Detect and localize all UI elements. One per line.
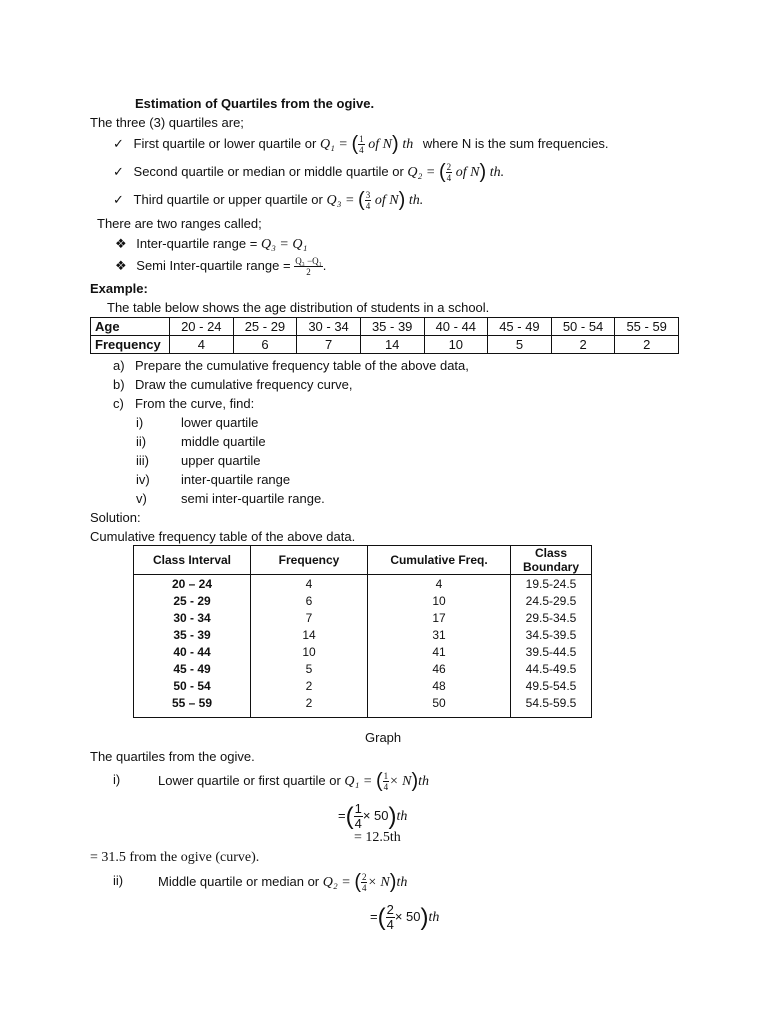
- col-header: Class Interval: [134, 546, 251, 575]
- col-header: Cumulative Freq.: [368, 546, 511, 575]
- check-icon: ✓: [113, 135, 124, 151]
- q1-result: = 31.5 from the ogive (curve).: [90, 850, 260, 865]
- table-row: 45 - 49 5 46 44.5-49.5: [134, 660, 592, 677]
- q1-step-line3: = 12.5th: [354, 830, 401, 845]
- freq-cell: 2: [615, 336, 679, 354]
- age-cell: 35 - 39: [360, 318, 424, 336]
- graph-label: Graph: [365, 730, 402, 745]
- age-cell: 40 - 44: [424, 318, 488, 336]
- col-header: Class Boundary: [511, 546, 592, 575]
- intro-text: The three (3) quartiles are;: [90, 115, 244, 130]
- quartiles-from-ogive: The quartiles from the ogive.: [90, 749, 255, 764]
- task-b: b) Draw the cumulative frequency curve,: [113, 377, 353, 392]
- check-icon: ✓: [113, 191, 124, 207]
- col-header: Frequency: [251, 546, 368, 575]
- subtask-ii: ii) middle quartile: [136, 434, 266, 449]
- freq-cell: 6: [233, 336, 297, 354]
- cumulative-frequency-table: [133, 545, 592, 718]
- task-a: a) Prepare the cumulative frequency table of the above data,: [113, 358, 469, 373]
- age-cell: 45 - 49: [488, 318, 552, 336]
- frequency-row: Frequency 4 6 7 14 10 5 2 2: [91, 336, 679, 354]
- subtask-i: i) lower quartile: [136, 415, 259, 430]
- diamond-bullet-icon: ❖: [115, 236, 127, 251]
- freq-cell: 7: [297, 336, 361, 354]
- age-cell: 30 - 34: [297, 318, 361, 336]
- q1-step-line2: =( $\frac{1}{4}$ × 50)th: [338, 801, 408, 831]
- table-row: 20 – 24 4 4 19.5-24.5: [134, 575, 592, 593]
- cf-header-row: [134, 546, 592, 575]
- subtask-iii: iii) upper quartile: [136, 453, 261, 468]
- freq-cell: 2: [551, 336, 615, 354]
- q2-step-line1: ii) Middle quartile or median or Q₂ = ( $\frac{2}{4}$ × N)th: [113, 871, 408, 893]
- solution-label: Solution:: [90, 510, 141, 525]
- table-row: 40 - 44 10 41 39.5-44.5: [134, 643, 592, 660]
- age-cell: 50 - 54: [551, 318, 615, 336]
- check-icon: ✓: [113, 163, 124, 179]
- example-text: The table below shows the age distribution of students in a school.: [107, 300, 490, 315]
- quartile-def-1: ✓ First quartile or lower quartile or Q₁ = ( $\frac{1}{4}$ of N) th where N is the sum frequencies.: [113, 133, 609, 155]
- quartile-def-2: ✓ Second quartile or median or middle quartile or Q₂ = ( $\frac{2}{4}$ of N) th.: [113, 161, 505, 183]
- freq-cell: 4: [170, 336, 234, 354]
- quartile-def-3: ✓ Third quartile or upper quartile or Q₃ = ( $\frac{3}{4}$ of N) th.: [113, 189, 424, 211]
- q2-step-line2: =( $\frac{2}{4}$ × 50)th: [370, 902, 440, 932]
- task-c: c) From the curve, find:: [113, 396, 255, 411]
- age-distribution-table: [90, 317, 679, 354]
- age-cell: 20 - 24: [170, 318, 234, 336]
- diamond-bullet-icon: ❖: [115, 257, 127, 273]
- freq-cell: 14: [360, 336, 424, 354]
- siqr-definition: ❖ Semi Inter-quartile range = $\frac{\text{Q₃ −Q₁}}{2}$ .: [115, 256, 327, 277]
- example-label: Example:: [90, 281, 148, 296]
- ranges-intro: There are two ranges called;: [97, 216, 262, 231]
- cf-caption: Cumulative frequency table of the above data.: [90, 529, 356, 544]
- q1-step-line1: i) Lower quartile or first quartile or Q₁ = ( $\frac{1}{4}$ × N)th: [113, 770, 430, 792]
- page-title: Estimation of Quartiles from the ogive.: [135, 96, 375, 111]
- table-row: 50 - 54 2 48 49.5-54.5: [134, 677, 592, 694]
- freq-cell: 5: [488, 336, 552, 354]
- age-cell: 55 - 59: [615, 318, 679, 336]
- table-row: 25 - 29 6 10 24.5-29.5: [134, 592, 592, 609]
- age-row: Age 20 - 24 25 - 29 30 - 34 35 - 39 40 - 44 45 - 49 50 - 54 55 - 59: [91, 318, 679, 336]
- iqr-definition: ❖ Inter-quartile range = Q₃ = Q₁: [115, 236, 308, 252]
- subtask-iv: iv) inter-quartile range: [136, 472, 291, 487]
- table-row: 55 – 59 2 50 54.5-59.5: [134, 694, 592, 718]
- table-row: 35 - 39 14 31 34.5-39.5: [134, 626, 592, 643]
- freq-cell: 10: [424, 336, 488, 354]
- subtask-v: v) semi inter-quartile range.: [136, 491, 325, 506]
- age-cell: 25 - 29: [233, 318, 297, 336]
- table-row: 30 - 34 7 17 29.5-34.5: [134, 609, 592, 626]
